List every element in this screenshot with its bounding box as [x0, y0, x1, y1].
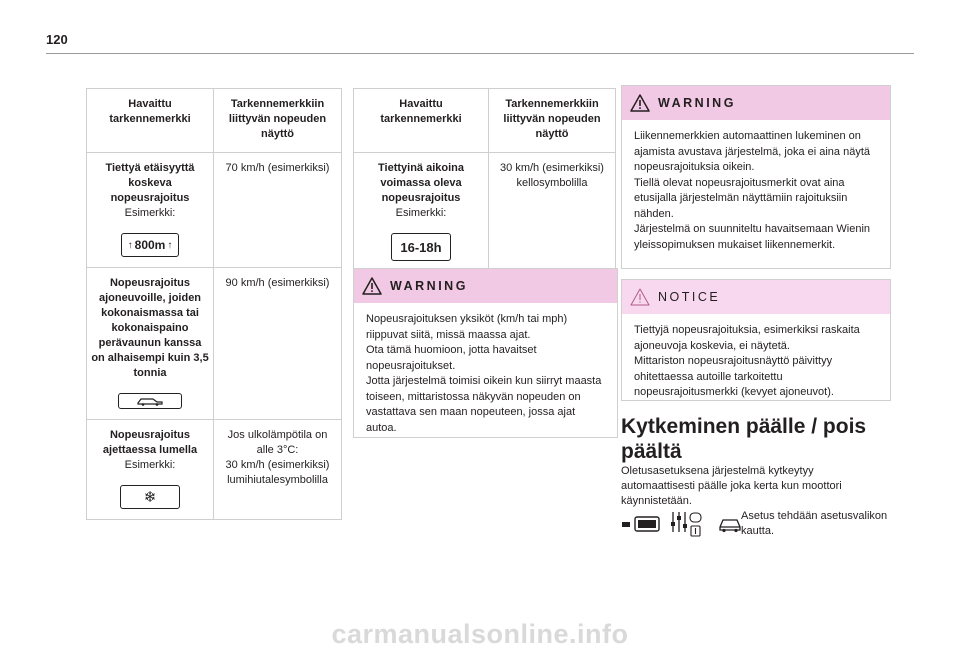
warning-text: Järjestelmä on suunniteltu havaitsemaan Wienin yleissopimuksen mukaiset liikennemerkit.: [634, 223, 871, 251]
header-rule: [46, 53, 914, 54]
settings-sliders-icon: [669, 510, 703, 538]
icons-note: Asetus tehdään asetusvalikon kautta.: [741, 510, 888, 537]
page-number: 120: [46, 32, 68, 47]
display-icon: [621, 514, 663, 534]
table-row: [87, 153, 342, 268]
table-header-display: Tarkennemerkkiin liittyvän nopeuden näyttö: [489, 89, 616, 153]
speed-display-value: 30 km/h (esimerkiksi) lumihiutalesymbolilla: [225, 459, 330, 486]
car-icon: [717, 514, 743, 534]
warning-text: Tiellä olevat nopeusrajoitusmerkit ovat aina etusijalla järjestelmän näyttämiin rajoituksiin nähden.: [634, 176, 848, 220]
sign-title: Nopeusrajoitus ajettaessa lumella: [102, 429, 198, 456]
time-sign-text: 16-18h: [400, 239, 442, 255]
distance-sign-icon: ↑ 800m ↑: [121, 233, 179, 257]
notice-title: NOTICE: [658, 290, 721, 304]
warning-text: Jotta järjestelmä toimisi oikein kun siirryt maasta toiseen, mittaristossa näkyvän nopeuden on vastattava sen maan nopeuteen, jossa ajat autoa.: [366, 375, 602, 434]
speed-sign-table-2: [353, 88, 616, 272]
warning-triangle-icon: [362, 277, 382, 295]
speed-display-value: 30 km/h (esimerkiksi) kellosymbolilla: [489, 153, 616, 272]
warning-title: WARNING: [390, 279, 468, 293]
speed-display-value: 90 km/h (esimerkiksi): [214, 268, 342, 420]
section-paragraph: Oletusasetuksena järjestelmä kytkeytyy automaattisesti päälle joka kerta kun moottori käynnistetään.: [621, 465, 842, 507]
warning-text: Liikennemerkkien automaattinen lukeminen on ajamista avustava järjestelmä, joka ei aina näytä nopeusrajoituksia oikein.: [634, 130, 871, 173]
speed-display-condition: Jos ulkolämpötila on alle 3°C:: [227, 429, 328, 456]
watermark: carmanualsonline.info: [331, 619, 629, 649]
menu-path-icons: [621, 510, 743, 538]
table-header-sign: Havaittu tarkennemerkki: [87, 89, 214, 153]
sign-title: Tiettyinä aikoina voimassa oleva nopeusrajoitus: [378, 162, 464, 204]
warning-title: WARNING: [658, 96, 736, 110]
table-row: [87, 268, 342, 420]
distance-sign-text: 800m: [134, 237, 166, 252]
sign-title: Nopeusrajoitus ajoneuvoille, joiden kokonaismassa tai kokonaispaino perävaunun kanssa on alhaisempi kuin 3,5 tonnia: [91, 277, 209, 379]
snowflake-sign-icon: [120, 485, 180, 509]
snowflake-icon: ❄: [143, 488, 157, 506]
section-heading: Kytkeminen päälle / pois päältä: [621, 415, 867, 463]
table-row: [354, 153, 616, 272]
warning-box: [353, 268, 618, 438]
table-header-display: Tarkennemerkkiin liittyvän nopeuden näyttö: [214, 89, 342, 153]
time-sign-icon: [391, 233, 451, 261]
speed-display-value: 70 km/h (esimerkiksi): [214, 153, 342, 268]
speed-sign-table-1: [86, 88, 342, 520]
notice-triangle-icon: [630, 288, 650, 306]
car-icon: [135, 396, 165, 406]
warning-text: Nopeusrajoituksen yksiköt (km/h tai mph) riippuvat siitä, missä maassa ajat.: [366, 313, 568, 341]
notice-text: Tiettyjä nopeusrajoituksia, esimerkiksi raskaita ajoneuvoja koskevia, ei näytetä.: [634, 324, 860, 352]
notice-text: Mittariston nopeusrajoitusnäyttö päivittyy ohitettaessa autoille tarkoitettu nopeusrajoitusmerkki (kevyet ajoneuvot).: [634, 355, 834, 398]
sign-title: Tiettyä etäisyyttä koskeva nopeusrajoitus: [105, 162, 195, 204]
notice-box: [621, 279, 891, 401]
table-row: [87, 420, 342, 520]
warning-box: [621, 85, 891, 269]
warning-triangle-icon: [630, 94, 650, 112]
car-trailer-sign-icon: [118, 393, 182, 409]
table-header-sign: Havaittu tarkennemerkki: [354, 89, 489, 153]
warning-text: Ota tämä huomioon, jotta havaitset nopeusrajoitukset.: [366, 344, 537, 372]
sign-example-label: Esimerkki:: [395, 207, 447, 219]
sign-example-label: Esimerkki:: [124, 459, 176, 471]
sign-example-label: Esimerkki:: [124, 207, 176, 219]
